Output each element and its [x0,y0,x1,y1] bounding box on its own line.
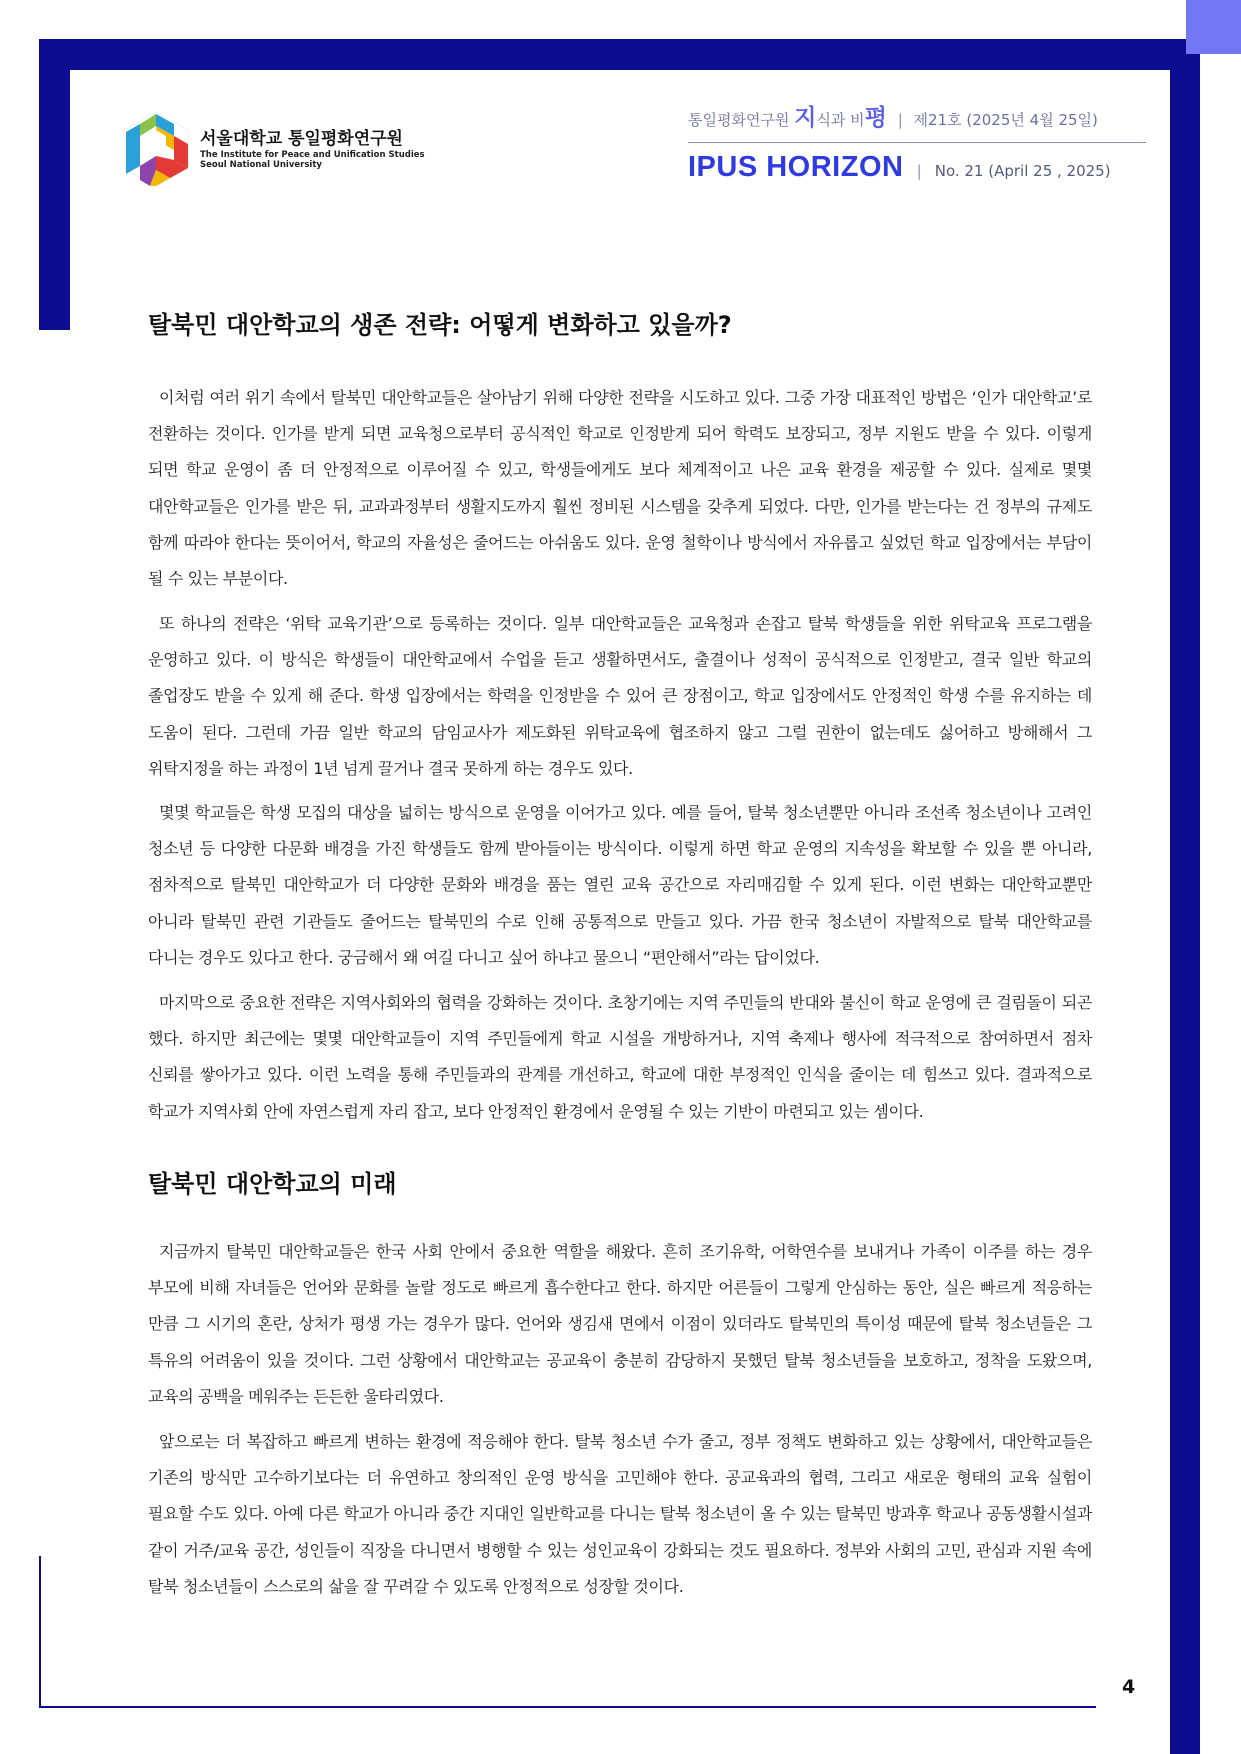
brand-title: IPUS HORIZON [688,151,904,183]
issue-english: No. 21 (April 25 , 2025) [934,162,1111,180]
issue-header [688,102,1148,189]
brand-row [688,149,1148,189]
institute-name-english: The Institute for Peace and Unification Studies [200,150,425,160]
corner-accent-block [1186,0,1241,54]
section-heading-strategy: 탈북민 대안학교의 생존 전략: 어떻게 변화하고 있을까? [148,311,732,339]
paragraph: 마지막으로 중요한 전략은 지역사회와의 협력을 강화하는 것이다. 초창기에는 지역 주민들의 반대와 불신이 학교 운영에 큰 걸림돌이 되곤 했다. 하지만 최근에는 몇몇 대안학교들이 지역 주민들에게 학교 시설을 개방하거나, 지역 축제나 행사에 적극적으로 참여하면서 점차 신뢰를 쌓아가고 있다. 이런 노력을 통해 주민들과의 관계를 개선하고, 학교에 대한 부정적인 인식을 줄이는 데 힘쓰고 있다. 결과적으로 학교가 지역사회 안에 자연스럽게 자리 잡고, 보다 안정적인 환경에서 운영될 수 있는 기반이 마련되고 있는 셈이다. [148,993,1092,1121]
paragraph: 또 하나의 전략은 ‘위탁 교육기관’으로 등록하는 것이다. 일부 대안학교들은 교육청과 손잡고 탈북 학생들을 위한 위탁교육 프로그램을 운영하고 있다. 이 방식은 학생들이 대안학교에서 수업을 듣고 생활하면서도, 출결이나 성적이 공식적으로 인정받고, 결국 일반 학교의 졸업장도 받을 수 있게 해 준다. 학생 입장에서는 학력을 인정받을 수 있어 큰 장점이고, 학교 입장에서도 안정적인 학생 수를 유지하는 데 도움이 된다. 그런데 가끔 일반 학교의 담임교사가 제도화된 위탁교육에 협조하지 않고 그럴 권한이 없는데도 싫어하고 방해해서 그 위탁지정을 하는 과정이 1년 넘게 끌거나 결국 못하게 하는 경우도 있다. [148,614,1092,778]
series-title-row [688,102,1148,134]
paragraph: 이처럼 여러 위기 속에서 탈북민 대안학교들은 살아남기 위해 다양한 전략을 시도하고 있다. 그중 가장 대표적인 방법은 ‘인가 대안학교’로 전환하는 것이다. 인가를 받게 되면 교육청으로부터 공식적인 학교로 인정받게 되어 학력도 보장되고, 정부 지원도 받을 수 있다. 이렇게 되면 학교 운영이 좀 더 안정적으로 이루어질 수 있고, 학생들에게도 보다 체계적이고 나은 교육 환경을 제공할 수 있다. 실제로 몇몇 대안학교들은 인가를 받은 뒤, 교과과정부터 생활지도까지 훨씬 정비된 시스템을 갖추게 되었다. 다만, 인가를 받는다는 건 정부의 규제도 함께 따라야 한다는 뜻이어서, 학교의 자율성은 줄어드는 아쉬움도 있다. 운영 철학이나 방식에서 자유롭고 싶었던 학교 입장에서는 부담이 될 수 있는 부분이다. [148,388,1092,589]
institute-logo-icon [120,110,192,190]
frame-left-bar [39,39,70,330]
series-prefix: 통일평화연구원 [688,111,790,129]
institute-name-korean: 서울대학교 통일평화연구원 [200,129,403,149]
frame-top-bar [39,39,1200,70]
brand-separator: | [916,162,922,180]
page-number: 4 [1122,1676,1136,1698]
section-heading-future: 탈북민 대안학교의 미래 [148,1170,397,1198]
header-rule [688,142,1146,143]
institute-name-block [200,128,425,170]
issue-korean: 제21호 (2025년 4월 25일) [913,111,1098,129]
university-name-english: Seoul National University [200,160,322,170]
series-pyeong: 평 [864,105,887,131]
paragraph: 앞으로는 더 복잡하고 빠르게 변하는 환경에 적응해야 한다. 탈북 청소년 수가 줄고, 정부 정책도 변화하고 있는 상황에서, 대안학교들은 기존의 방식만 고수하기보다는 더 유연하고 창의적인 운영 방식을 고민해야 한다. 공교육과의 협력, 그리고 새로운 형태의 교육 실험이 필요할 수도 있다. 아예 다른 학교가 아니라 중간 지대인 일반학교를 다니는 탈북 청소년이 올 수 있는 탈북민 방과후 학교나 공동생활시설과 같이 거주/교육 공간, 성인들이 직장을 다니면서 병행할 수 있는 성인교육이 강화되는 것도 필요하다. 정부와 사회의 고민, 관심과 지원 속에 탈북 청소년들이 스스로의 삶을 잘 꾸려갈 수 있도록 안정적으로 성장할 것이다. [148,1432,1092,1596]
bottom-left-rule [39,1556,41,1708]
series-middle: 식과 비 [816,111,865,129]
series-ji: 지 [794,105,817,131]
header-separator: | [897,111,903,129]
paragraph: 몇몇 학교들은 학생 모집의 대상을 넓히는 방식으로 운영을 이어가고 있다. 예를 들어, 탈북 청소년뿐만 아니라 조선족 청소년이나 고려인 청소년 등 다양한 다문화 배경을 가진 학생들도 함께 받아들이는 방식이다. 이렇게 하면 학교 운영의 지속성을 확보할 수 있을 뿐 아니라, 점차적으로 탈북민 대안학교가 더 다양한 문화와 배경을 품는 열린 교육 공간으로 자리매김할 수 있게 된다. 이런 변화는 대안학교뿐만 아니라 탈북민 관련 기관들도 줄어드는 탈북민의 수로 인해 공통적으로 만들고 있다. 가끔 한국 청소년이 자발적으로 탈북 대안학교를 다니는 경우도 있다고 한다. 궁금해서 왜 여길 다니고 싶어 하냐고 물으니 “편안해서”라는 답이었다. [148,803,1092,967]
bottom-rule [39,1706,1096,1708]
frame-right-bar [1170,39,1200,1754]
paragraph: 지금까지 탈북민 대안학교들은 한국 사회 안에서 중요한 역할을 해왔다. 흔히 조기유학, 어학연수를 보내거나 가족이 이주를 하는 경우 부모에 비해 자녀들은 언어와 문화를 놀랄 정도로 빠르게 흡수한다고 한다. 하지만 어른들이 그렇게 안심하는 동안, 실은 빠르게 적응하는 만큼 그 시기의 혼란, 상처가 평생 가는 경우가 많다. 언어와 생김새 면에서 이점이 있더라도 탈북민의 특이성 때문에 탈북 청소년들은 그 특유의 어려움이 있을 것이다. 그런 상황에서 대안학교는 공교육이 충분히 감당하지 못했던 탈북 청소년들을 보호하고, 정착을 도왔으며, 교육의 공백을 메워주는 든든한 울타리였다. [148,1242,1092,1406]
